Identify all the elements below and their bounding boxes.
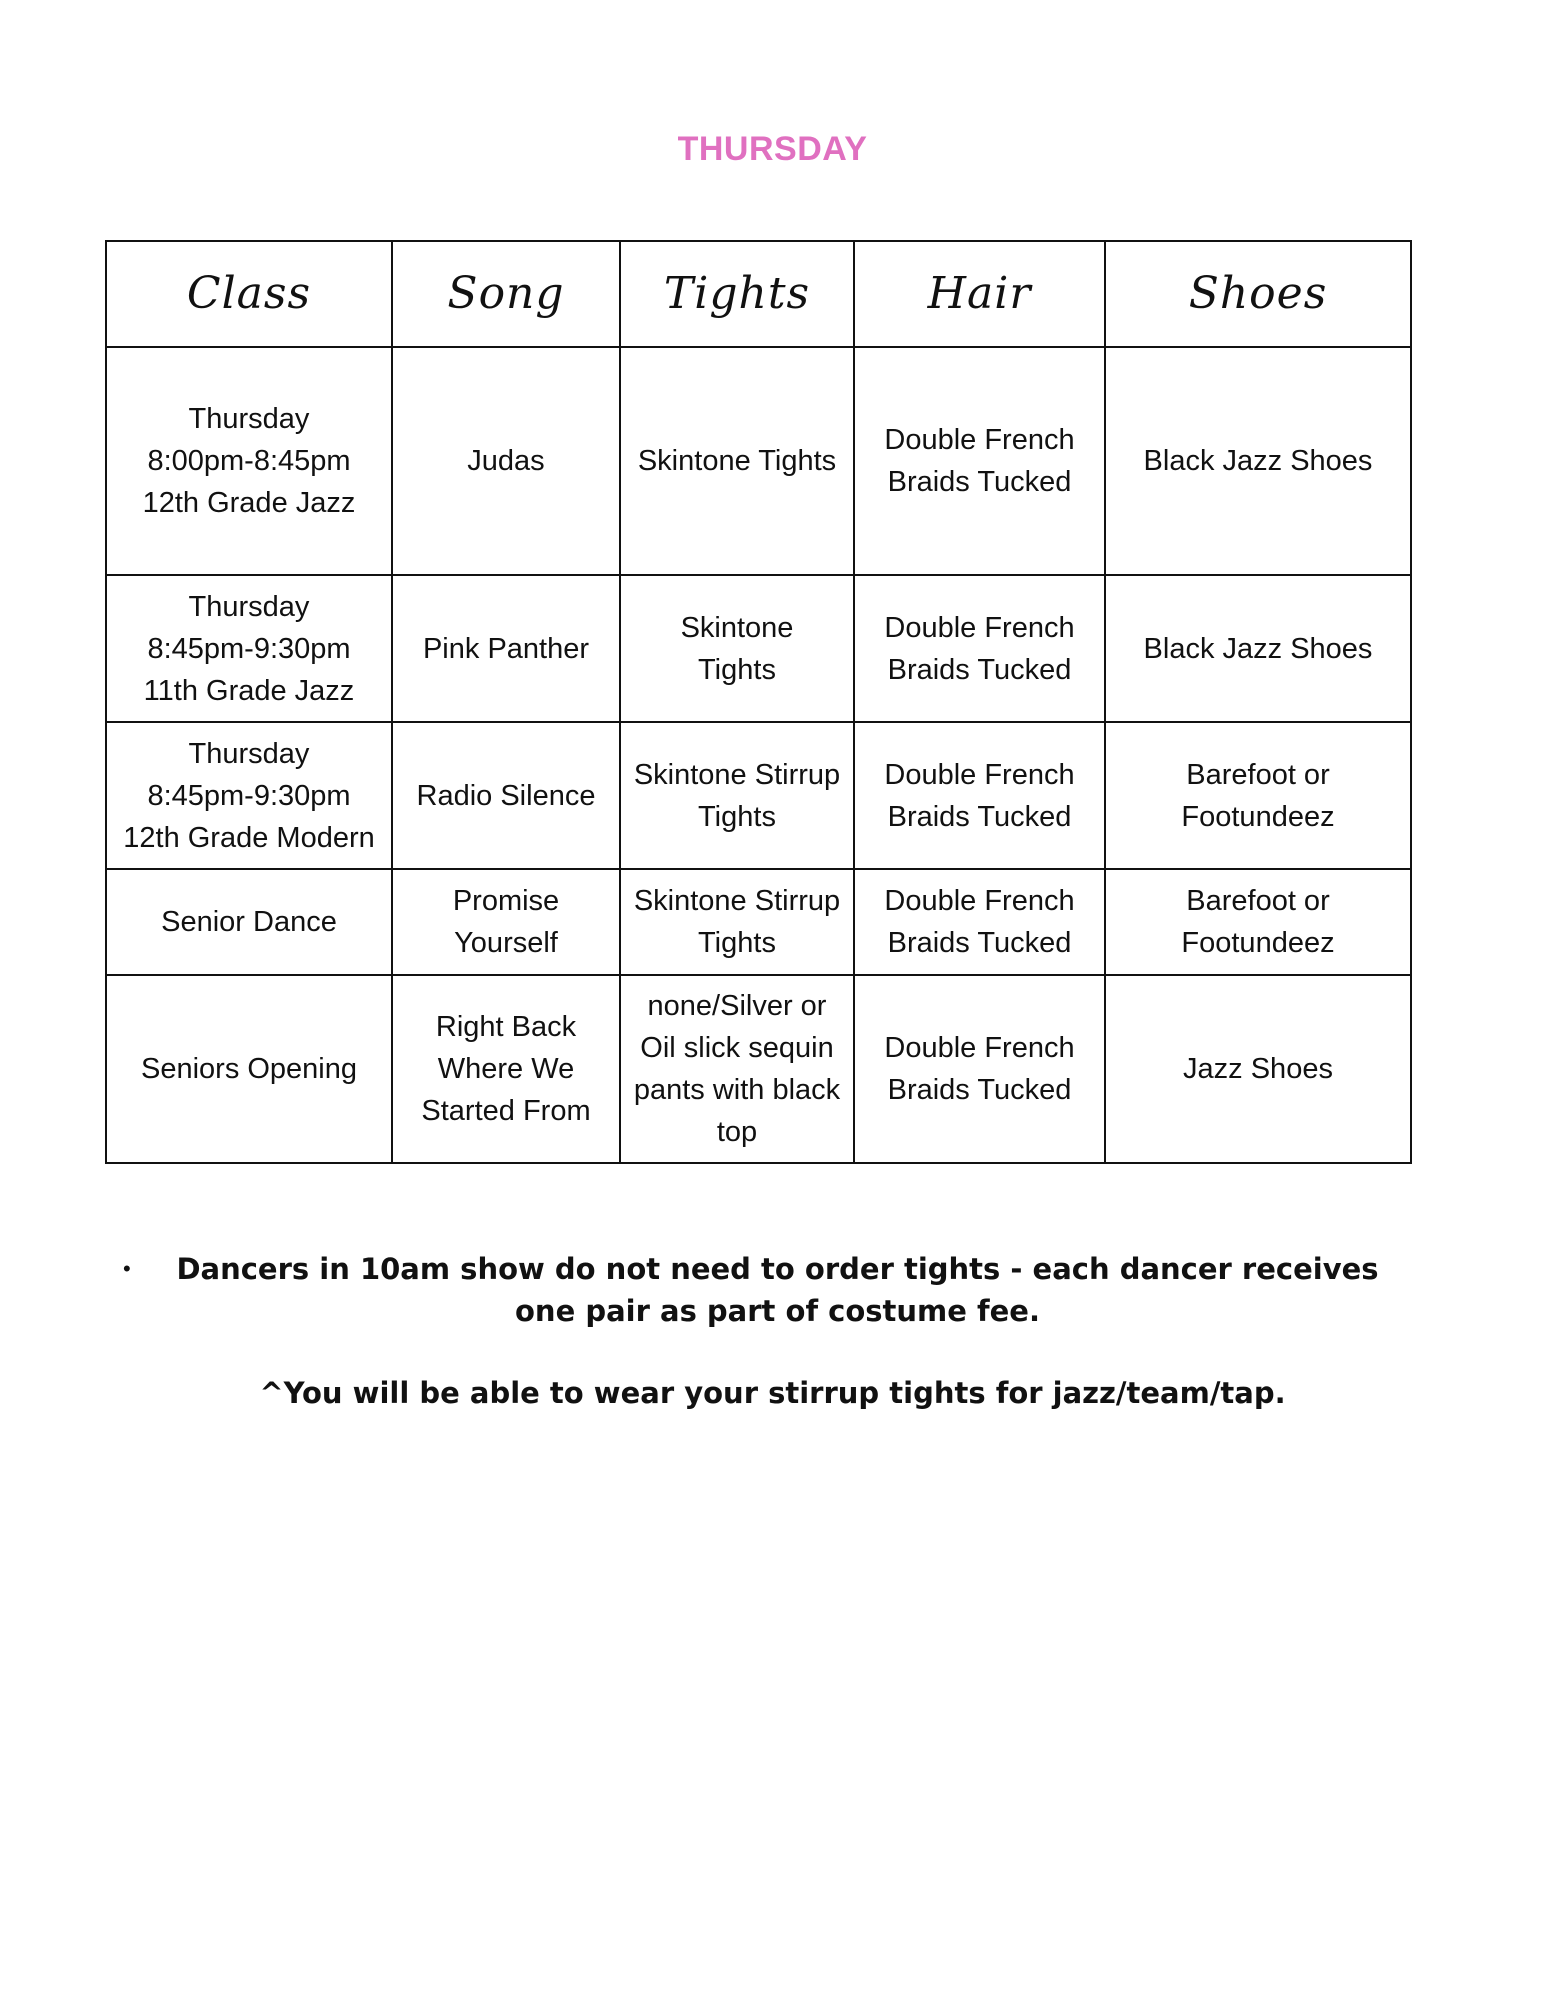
cell-shoes: Jazz Shoes [1105, 975, 1411, 1163]
column-header-class: Class [106, 241, 392, 347]
cell-class: Thursday 8:00pm-8:45pm 12th Grade Jazz [106, 347, 392, 575]
table-row [106, 869, 1411, 975]
cell-shoes: Barefoot or Footundeez [1105, 869, 1411, 975]
stirrup-note: ^You will be able to wear your stirrup tights for jazz/team/tap. [259, 1376, 1286, 1410]
cell-shoes: Barefoot or Footundeez [1105, 722, 1411, 869]
table-header-row [106, 241, 1411, 347]
cell-class: Thursday 8:45pm-9:30pm 12th Grade Modern [106, 722, 392, 869]
column-header-tights: Tights [620, 241, 854, 347]
costume-schedule-table [105, 240, 1412, 1164]
cell-class: Seniors Opening [106, 975, 392, 1163]
cell-hair: Double French Braids Tucked [854, 575, 1105, 722]
table-row [106, 575, 1411, 722]
cell-hair: Double French Braids Tucked [854, 869, 1105, 975]
cell-tights: Skintone Stirrup Tights [620, 869, 854, 975]
notes-section [0, 1248, 1545, 1414]
cell-song: Promise Yourself [392, 869, 620, 975]
cell-song: Pink Panther [392, 575, 620, 722]
cell-class: Thursday 8:45pm-9:30pm 11th Grade Jazz [106, 575, 392, 722]
bullet-icon: • [123, 1256, 131, 1281]
table-row [106, 975, 1411, 1163]
column-header-shoes: Shoes [1105, 241, 1411, 347]
table-row [106, 347, 1411, 575]
cell-class: Senior Dance [106, 869, 392, 975]
cell-song: Right Back Where We Started From [392, 975, 620, 1163]
cell-tights: none/Silver or Oil slick sequin pants with black top [620, 975, 854, 1163]
cell-tights: Skintone Tights [620, 347, 854, 575]
cell-tights: Skintone Stirrup Tights [620, 722, 854, 869]
cell-hair: Double French Braids Tucked [854, 347, 1105, 575]
table-row [106, 722, 1411, 869]
column-header-song: Song [392, 241, 620, 347]
cell-shoes: Black Jazz Shoes [1105, 575, 1411, 722]
column-header-hair: Hair [854, 241, 1105, 347]
cell-song: Radio Silence [392, 722, 620, 869]
tights-note: Dancers in 10am show do not need to order tights - each dancer receives one pair as part of costume fee. [176, 1252, 1379, 1328]
cell-song: Judas [392, 347, 620, 575]
cell-hair: Double French Braids Tucked [854, 975, 1105, 1163]
page-title: THURSDAY [677, 130, 868, 168]
cell-tights: Skintone Tights [620, 575, 854, 722]
cell-shoes: Black Jazz Shoes [1105, 347, 1411, 575]
cell-hair: Double French Braids Tucked [854, 722, 1105, 869]
